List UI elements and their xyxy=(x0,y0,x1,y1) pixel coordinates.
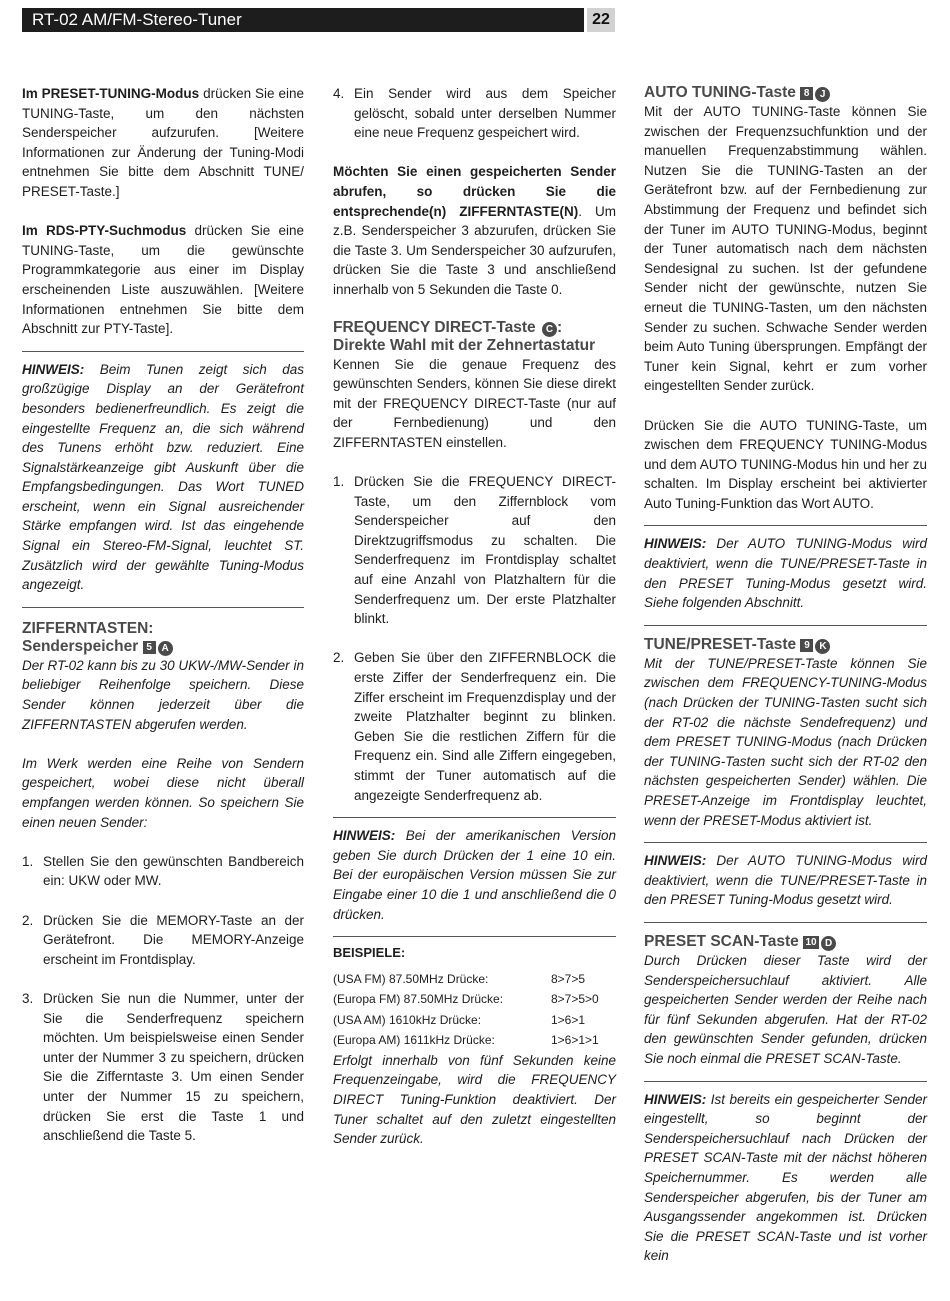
note-body: Der AUTO TUNING-Modus wird deaktiviert, wenn die TUNE/PRESET-Taste in den PRESET Tuning-Modus gesetzt wird. Siehe folgenden Abschnitt. xyxy=(644,536,927,611)
bold-lead: Im RDS-PTY-Suchmodus xyxy=(22,223,187,239)
example-row xyxy=(333,989,616,1010)
list-item xyxy=(22,911,304,970)
note-body: Beim Tunen zeigt sich das großzügige Display an der Gerätefront besonders bedienerfreundlich. Es zeigt die eingestellte Frequenz an, die sich während des Tunens erhöht bzw. reduziert. Eine Signalstärkeanzeige gibt Auskunft über die Empfangsbedingungen. Das Wort TUNED erscheint, wenn ein Signal ausreichender Stärke empfangen wird. Ist das eingehende Signal ein Stereo-FM-Signal, leuchtet ST. Zusätzlich wird der gewählte Tuning-Modus angezeigt. xyxy=(22,361,304,593)
example-label: (Europa AM) 1611kHz Drücke: xyxy=(333,1033,495,1048)
letter-badge: J xyxy=(815,87,830,102)
page-number: 22 xyxy=(587,8,615,32)
paragraph: Drücken Sie die AUTO TUNING-Taste, um zwischen dem FREQUENCY TUNING-Modus und dem AUTO TUNING-Modus hin und her zu schalten. Im Display erscheint bei aktivierter Auto Tuning-Funktion das Wort AUTO. xyxy=(644,417,927,511)
note-body: Der AUTO TUNING-Modus wird deaktiviert, wenn die TUNE/PRESET-Taste in den PRESET Tuning-Modus gesetzt wird. xyxy=(644,853,927,908)
paragraph-text: drücken Sie eine TUNING-Taste, um den nächsten Senderspeicher aufzurufen. [Weitere Informationen zur Änderung der Tuning-Modi entnehmen Sie bitte dem Abschnitt TUNE/ PRESET-Taste.] xyxy=(22,86,304,199)
paragraph xyxy=(333,162,616,299)
letter-badge: C xyxy=(542,322,557,337)
list-text: Drücken Sie nun die Nummer, unter der Sie die Senderfrequenz speichern möchten. Um beispielsweise einen Sender unter der Nummer 3 zu speichern, drücken Sie die Zifferntaste 3. Um einen Sender unter der Nummer 15 zu speichern, drücken Sie erst die Taste 1 und anschließend die Taste 5. xyxy=(43,990,304,1144)
note-text xyxy=(644,534,927,612)
note-box xyxy=(644,1081,927,1266)
number-badge: 9 xyxy=(800,639,813,652)
heading-text: AUTO TUNING-Taste xyxy=(644,84,796,101)
heading-line-2: Senderspeicher xyxy=(22,637,139,655)
page-header xyxy=(22,8,615,32)
section-tune-preset xyxy=(644,625,927,830)
bold-lead: Möchten Sie einen gespeicherten Sender abrufen, so drücken Sie die entsprechende(n) ZIFFERNTASTE(N) xyxy=(333,164,616,219)
note-body: Bei der amerikanischen Version geben Sie durch Drücken der 1 eine 10 ein. Bei der europäischen Version müssen Sie zur Eingabe einer 10 die 1 und anschließend die 0 drücken. xyxy=(333,828,616,922)
note-text xyxy=(333,826,616,924)
list-text: Drücken Sie die MEMORY-Taste an der Gerätefront. Die MEMORY-Anzeige erscheint im Frontdisplay. xyxy=(43,912,304,967)
column-1 xyxy=(22,84,304,1146)
letter-badge: K xyxy=(815,639,830,654)
note-box xyxy=(644,525,927,612)
note-text xyxy=(644,1090,927,1266)
list-number: 2. xyxy=(333,650,345,666)
note-body: Ist bereits ein gespeicherter Sender eingestellt, so beginnt der Senderspeichersuchlauf nach Drücken der PRESET SCAN-Taste mit der nächst höheren Speichernummer. Es werden alle Senderspeicher abgerufen, bis der Tuner am Ausgangssender angekommen ist. Drücken Sie die PRESET SCAN-Taste und ist vorher kein xyxy=(644,1091,927,1264)
example-row xyxy=(333,1010,616,1031)
paragraph: Durch Drücken dieser Taste wird der Senderspeichersuchlauf aktiviert. Alle gespeicherten Sender werden der Reihe nach für fünf Sekunden abgerufen. Hat der RT-02 den gewünschten Sender gefunden, drücken Sie noch einmal die PRESET SCAN-Taste. xyxy=(644,952,927,1066)
heading-text: TUNE/PRESET-Taste xyxy=(644,635,797,653)
numbered-list xyxy=(333,472,616,805)
number-badge: 8 xyxy=(800,87,813,100)
section-heading xyxy=(333,319,616,355)
numbered-list xyxy=(22,852,304,1146)
paragraph: Erfolgt innerhalb von fünf Sekunden keine Frequenzeingabe, wird die FREQUENCY DIRECT Tuning-Funktion deaktiviert. Der Tuner schaltet auf den zuletzt eingestellten Sender zurück. xyxy=(333,1052,616,1147)
heading-line-1: ZIFFERNTASTEN: xyxy=(22,619,154,637)
column-2 xyxy=(333,84,616,1149)
letter-badge: D xyxy=(821,936,836,951)
example-label: (USA FM) 87.50MHz Drücke: xyxy=(333,971,489,986)
list-number: 1. xyxy=(333,474,345,490)
note-box xyxy=(333,817,616,924)
section-heading xyxy=(22,620,304,656)
paragraph: Im Werk werden eine Reihe von Sendern gespeichert, wobei diese nicht überall empfangen werden können. So speichern Sie einen neuen Sender: xyxy=(22,755,304,830)
note-label: HINWEIS: xyxy=(22,361,85,377)
example-keys: 8>7>5>0 xyxy=(551,992,599,1007)
section-heading xyxy=(644,636,927,654)
note-label: HINWEIS: xyxy=(644,853,707,869)
examples-title: BEISPIELE: xyxy=(333,945,406,961)
list-number: 3. xyxy=(22,990,34,1006)
section-preset-scan xyxy=(644,922,927,1069)
examples-table xyxy=(333,969,616,1051)
example-label: (Europa FM) 87.50MHz Drücke: xyxy=(333,992,504,1007)
example-keys: 8>7>5 xyxy=(551,971,586,986)
header-title: RT-02 AM/FM-Stereo-Tuner xyxy=(22,8,584,32)
paragraph xyxy=(22,221,304,339)
paragraph-text: drücken Sie eine TUNING-Taste, um die gewünschte Programmkategorie aus einer im Display erscheinenden Liste auszuwählen. [Weitere Informationen entnehmen Sie bitte dem Abschnitt zur PTY-Taste]. xyxy=(22,223,304,337)
heading-punct: : xyxy=(557,318,563,336)
paragraph: Kennen Sie die genaue Frequenz des gewünschten Senders, können Sie diese direkt mit der FREQUENCY DIRECT-Taste (nur auf der Fernbedienung) und den ZIFFERNTASTEN einstellen. xyxy=(333,356,616,450)
section-heading xyxy=(644,84,927,102)
list-text: Geben Sie über den ZIFFERNBLOCK die erste Ziffer der Senderfrequenz ein. Die Ziffer erscheint im Frequenzdisplay und der zweite Platzhalter beginnt zu blinken. Geben Sie die restlichen Ziffern für die Frequenz ein. Sind alle Ziffern eingegeben, stimmt der Tuner automatisch auf die angezeigte Senderfrequenz ab. xyxy=(354,650,616,803)
list-number: 4. xyxy=(333,86,345,101)
note-text xyxy=(644,851,927,910)
bold-lead: Im PRESET-TUNING-Modus xyxy=(22,86,200,101)
heading-line-1: FREQUENCY DIRECT-Taste xyxy=(333,318,536,336)
example-label: (USA AM) 1610kHz Drücke: xyxy=(333,1012,482,1027)
paragraph-text: . Um z.B. Senderspeicher 3 abzurufen, drücken Sie die Taste 3. Um Senderspeicher 30 aufzurufen, drücken Sie die Taste 3 und anschließend innerhalb von 5 Sekunden die Taste 0. xyxy=(333,203,616,297)
example-row xyxy=(333,969,616,990)
example-row xyxy=(333,1030,616,1051)
note-text xyxy=(22,360,304,595)
heading-text: PRESET SCAN-Taste xyxy=(644,932,799,950)
note-box xyxy=(644,842,927,910)
note-label: HINWEIS: xyxy=(333,828,396,844)
heading-line-2: Direkte Wahl mit der Zehnertastatur xyxy=(333,336,596,354)
list-item xyxy=(22,989,304,1146)
list-text: Stellen Sie den gewünschten Bandbereich ein: UKW oder MW. xyxy=(43,853,304,889)
number-badge: 10 xyxy=(803,936,819,949)
paragraph: Der RT-02 kann bis zu 30 UKW-/MW-Sender in beliebiger Reihenfolge speichern. Diese Sender können jederzeit über die ZIFFERNTASTEN abgerufen werden. xyxy=(22,657,304,732)
list-item xyxy=(333,472,616,629)
paragraph: Mit der TUNE/PRESET-Taste können Sie zwischen dem FREQUENCY-TUNING-Modus (nach Drücken der TUNING-Tasten sucht sich der RT-02 die nächste Sendefrequenz) und dem PRESET TUNING-Modus (nach Drücken der TUNING-Tasten sucht sich der RT-02 den nächsten gespeicherten Sender) wählen. Die PRESET-Anzeige im Frontdisplay leuchtet, wenn der PRESET-Modus aktiviert ist. xyxy=(644,655,927,828)
example-keys: 1>6>1>1 xyxy=(551,1033,599,1048)
example-keys: 1>6>1 xyxy=(551,1012,586,1027)
section-ziffertasten xyxy=(22,607,304,1146)
list-item xyxy=(333,648,616,805)
list-item xyxy=(22,852,304,891)
paragraph xyxy=(22,84,304,202)
note-label: HINWEIS: xyxy=(644,1091,707,1107)
list-number: 1. xyxy=(22,853,34,869)
list-item xyxy=(333,84,616,143)
list-text: Drücken Sie die FREQUENCY DIRECT-Taste, um den Ziffernblock vom Senderspeicher auf den Direktzugriffsmodus zu schalten. Die Senderfrequenz im Frontdisplay schaltet auf eine Anzahl von Platzhaltern für die Senderfrequenz um. Der erste Platzhalter blinkt. xyxy=(354,474,616,627)
list-number: 2. xyxy=(22,912,34,928)
section-heading xyxy=(644,933,927,951)
examples-section xyxy=(333,936,616,1149)
letter-badge: A xyxy=(158,641,173,656)
note-label: HINWEIS: xyxy=(644,536,707,552)
note-box xyxy=(22,351,304,595)
list-text: Ein Sender wird aus dem Speicher gelöscht, sobald unter derselben Nummer eine neue Frequenz gespeichert wird. xyxy=(354,86,616,141)
number-badge: 5 xyxy=(143,641,156,654)
paragraph: Mit der AUTO TUNING-Taste können Sie zwischen der Frequenzsuchfunktion und der manuellen Frequenzabstimmung wählen. Nutzen Sie die TUNING-Tasten an der Gerätefront bzw. auf der Fernbedienung zur Abstimmung der Frequenz und befindet sich der Tuner im AUTO TUNING-Modus, beginnt der Tuner automatisch nach dem nächsten Sendesignal zu suchen. Ist der gefundene Sender nicht der gewünschte, nutzen Sie erneut die TUNING-Tasten, um den nächsten Sender zu suchen. Schwache Sender werden beim Auto Tuning übersprungen. Empfängt der Tuner kein Signal, kehrt er zum vorher eingestellten Sender zurück. xyxy=(644,104,927,394)
column-3 xyxy=(644,84,927,1266)
